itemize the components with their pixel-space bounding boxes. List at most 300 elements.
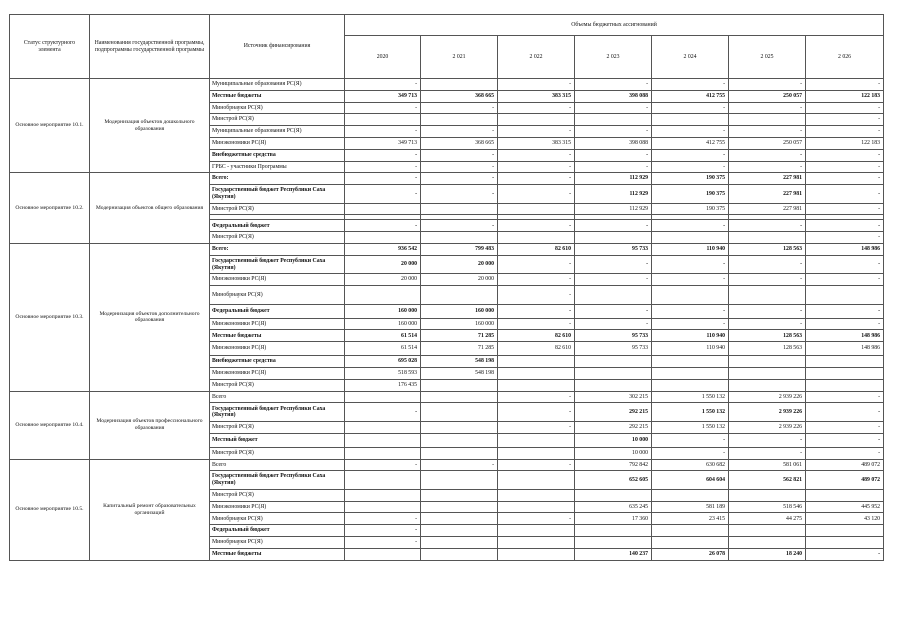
allocation-value-cell: 23 415 <box>652 513 729 525</box>
allocation-value-cell: - <box>421 220 498 232</box>
budget-volume-header: Объемы бюджетных ассигнований <box>345 15 884 36</box>
allocation-value-cell: 82 610 <box>498 244 575 256</box>
allocation-value-cell: - <box>729 220 806 232</box>
allocation-value-cell: 630 682 <box>652 459 729 471</box>
allocation-value-cell: - <box>806 203 884 215</box>
allocation-value-cell: 562 821 <box>729 471 806 490</box>
allocation-value-cell: - <box>729 318 806 330</box>
table-row <box>10 391 884 403</box>
allocation-value-cell <box>421 513 498 525</box>
allocation-value-cell: 61 514 <box>345 330 421 342</box>
allocation-value-cell <box>345 232 421 244</box>
funding-source-cell: Внебюджетные средства <box>210 356 345 368</box>
allocation-value-cell <box>575 368 652 380</box>
table-body <box>10 79 884 561</box>
program-name-header: Наименования государственной программы, подпрограммы государственной программы <box>90 15 210 79</box>
allocation-value-cell: 82 610 <box>498 342 575 356</box>
allocation-value-cell: 548 198 <box>421 368 498 380</box>
allocation-value-cell: - <box>652 433 729 447</box>
allocation-value-cell: 292 215 <box>575 403 652 422</box>
allocation-value-cell <box>421 232 498 244</box>
allocation-value-cell: 160 000 <box>345 318 421 330</box>
allocation-value-cell <box>345 447 421 459</box>
allocation-value-cell <box>421 489 498 501</box>
allocation-value-cell: - <box>345 220 421 232</box>
funding-source-cell: Минстрой РС(Я) <box>210 379 345 391</box>
allocation-value-cell: 95 733 <box>575 342 652 356</box>
allocation-value-cell <box>345 471 421 490</box>
allocation-value-cell <box>806 525 884 537</box>
structural-element-status: Основное мероприятие 10.3. <box>10 244 90 392</box>
table-row <box>10 79 884 91</box>
status-header: Статус структурного элемента <box>10 15 90 79</box>
funding-source-header: Источник финансирования <box>210 15 345 79</box>
allocation-value-cell: - <box>498 126 575 138</box>
funding-source-cell: Местные бюджеты <box>210 90 345 102</box>
funding-source-cell: Минстрой РС(Я) <box>210 489 345 501</box>
allocation-value-cell: 160 000 <box>421 304 498 318</box>
allocation-value-cell <box>575 232 652 244</box>
allocation-value-cell: - <box>729 102 806 114</box>
allocation-value-cell: - <box>806 433 884 447</box>
allocation-value-cell: - <box>345 102 421 114</box>
allocation-value-cell: - <box>729 126 806 138</box>
allocation-value-cell: - <box>652 149 729 161</box>
allocation-value-cell: - <box>498 421 575 433</box>
funding-source-cell: Минэкономики РС(Я) <box>210 342 345 356</box>
allocation-value-cell <box>652 489 729 501</box>
allocation-value-cell <box>575 114 652 126</box>
allocation-value-cell: 190 375 <box>652 185 729 204</box>
allocation-value-cell: - <box>575 126 652 138</box>
funding-source-cell: Местный бюджет <box>210 433 345 447</box>
allocation-value-cell <box>345 433 421 447</box>
funding-source-cell: Минобрнауки РС(Я) <box>210 102 345 114</box>
allocation-value-cell <box>421 403 498 422</box>
allocation-value-cell: 489 072 <box>806 471 884 490</box>
allocation-value-cell: 10 000 <box>575 447 652 459</box>
allocation-value-cell <box>498 232 575 244</box>
allocation-value-cell: - <box>498 79 575 91</box>
allocation-value-cell <box>421 286 498 305</box>
funding-source-cell: Минэкономики РС(Я) <box>210 501 345 513</box>
allocation-value-cell <box>498 368 575 380</box>
allocation-value-cell: - <box>652 102 729 114</box>
allocation-value-cell: 445 952 <box>806 501 884 513</box>
funding-source-cell: Всего <box>210 459 345 471</box>
allocation-value-cell <box>652 356 729 368</box>
allocation-value-cell: 695 028 <box>345 356 421 368</box>
allocation-value-cell: 26 078 <box>652 548 729 560</box>
allocation-value-cell: - <box>345 459 421 471</box>
allocation-value-cell: 20 000 <box>421 255 498 274</box>
allocation-value-cell: 110 940 <box>652 330 729 342</box>
allocation-value-cell: - <box>729 274 806 286</box>
allocation-value-cell <box>345 548 421 560</box>
allocation-value-cell: - <box>806 447 884 459</box>
allocation-value-cell: - <box>575 79 652 91</box>
allocation-value-cell: - <box>575 161 652 173</box>
allocation-value-cell <box>729 114 806 126</box>
allocation-value-cell <box>652 379 729 391</box>
allocation-value-cell: - <box>498 403 575 422</box>
allocation-value-cell: 349 713 <box>345 137 421 149</box>
allocation-value-cell <box>652 286 729 305</box>
funding-source-cell: Минэкономики РС(Я) <box>210 274 345 286</box>
allocation-value-cell: 383 315 <box>498 90 575 102</box>
allocation-value-cell: 148 986 <box>806 342 884 356</box>
allocation-value-cell: - <box>652 220 729 232</box>
funding-source-cell: Минстрой РС(Я) <box>210 203 345 215</box>
allocation-value-cell: - <box>345 537 421 549</box>
allocation-value-cell: - <box>421 173 498 185</box>
allocation-value-cell <box>498 525 575 537</box>
funding-source-cell: Федеральный бюджет <box>210 220 345 232</box>
allocation-value-cell <box>575 525 652 537</box>
allocation-value-cell: 489 072 <box>806 459 884 471</box>
allocation-value-cell <box>421 447 498 459</box>
allocation-value-cell: 792 842 <box>575 459 652 471</box>
allocation-value-cell: 1 550 132 <box>652 403 729 422</box>
allocation-value-cell: 518 593 <box>345 368 421 380</box>
funding-source-cell: Местные бюджеты <box>210 330 345 342</box>
table-row <box>10 459 884 471</box>
allocation-value-cell: - <box>498 185 575 204</box>
allocation-value-cell: 635 245 <box>575 501 652 513</box>
funding-source-cell: Местные бюджеты <box>210 548 345 560</box>
allocation-value-cell: 1 550 132 <box>652 421 729 433</box>
allocation-value-cell <box>652 368 729 380</box>
allocation-value-cell: - <box>421 102 498 114</box>
allocation-value-cell: - <box>729 304 806 318</box>
allocation-value-cell <box>421 525 498 537</box>
allocation-value-cell: - <box>806 161 884 173</box>
allocation-value-cell: - <box>806 318 884 330</box>
allocation-value-cell: - <box>806 391 884 403</box>
allocation-value-cell: - <box>729 447 806 459</box>
program-name-cell: Капитальный ремонт образовательных организаций <box>90 459 210 560</box>
funding-source-cell: Минэкономики РС(Я) <box>210 368 345 380</box>
allocation-value-cell <box>421 537 498 549</box>
allocation-value-cell <box>498 501 575 513</box>
allocation-value-cell: 604 604 <box>652 471 729 490</box>
allocation-value-cell: - <box>345 79 421 91</box>
funding-source-cell: Всего: <box>210 244 345 256</box>
allocation-value-cell: 17 360 <box>575 513 652 525</box>
allocation-value-cell <box>498 489 575 501</box>
allocation-value-cell <box>498 447 575 459</box>
allocation-value-cell: - <box>345 149 421 161</box>
allocation-value-cell <box>729 286 806 305</box>
allocation-value-cell <box>806 379 884 391</box>
allocation-value-cell <box>806 537 884 549</box>
allocation-value-cell: - <box>806 255 884 274</box>
allocation-value-cell <box>575 356 652 368</box>
allocation-value-cell: - <box>421 185 498 204</box>
funding-source-cell: Муниципальные образования РС(Я) <box>210 79 345 91</box>
allocation-value-cell: - <box>729 161 806 173</box>
allocation-value-cell: 799 483 <box>421 244 498 256</box>
allocation-value-cell <box>421 501 498 513</box>
allocation-value-cell: - <box>498 161 575 173</box>
allocation-value-cell: 18 240 <box>729 548 806 560</box>
allocation-value-cell <box>729 232 806 244</box>
allocation-value-cell: 227 981 <box>729 203 806 215</box>
budget-table-page <box>9 14 883 561</box>
allocation-value-cell: - <box>575 102 652 114</box>
year-header: 2 021 <box>421 36 498 79</box>
allocation-value-cell: 20 000 <box>345 274 421 286</box>
allocation-value-cell <box>421 114 498 126</box>
funding-source-cell: ГРБС - участники Программы <box>210 161 345 173</box>
allocation-value-cell: - <box>806 220 884 232</box>
allocation-value-cell: - <box>806 421 884 433</box>
allocation-value-cell: 368 665 <box>421 90 498 102</box>
allocation-value-cell: 112 929 <box>575 173 652 185</box>
allocation-value-cell: - <box>806 149 884 161</box>
allocation-value-cell: 148 986 <box>806 330 884 342</box>
allocation-value-cell: - <box>806 185 884 204</box>
allocation-value-cell: - <box>345 185 421 204</box>
allocation-value-cell: 581 061 <box>729 459 806 471</box>
allocation-value-cell: - <box>729 149 806 161</box>
allocation-value-cell: - <box>345 403 421 422</box>
allocation-value-cell <box>806 286 884 305</box>
allocation-value-cell: - <box>652 126 729 138</box>
allocation-value-cell: 110 940 <box>652 342 729 356</box>
structural-element-status: Основное мероприятие 10.1. <box>10 79 90 173</box>
allocation-value-cell <box>729 537 806 549</box>
funding-source-cell: Минстрой РС(Я) <box>210 421 345 433</box>
allocation-value-cell: - <box>806 102 884 114</box>
program-name-cell: Модернизация объектов общего образования <box>90 173 210 244</box>
allocation-value-cell: 10 000 <box>575 433 652 447</box>
allocation-value-cell: 140 237 <box>575 548 652 560</box>
allocation-value-cell <box>345 391 421 403</box>
allocation-value-cell <box>345 286 421 305</box>
allocation-value-cell: - <box>652 447 729 459</box>
allocation-value-cell: - <box>806 274 884 286</box>
funding-source-cell: Минобрнауки РС(Я) <box>210 286 345 305</box>
allocation-value-cell <box>498 548 575 560</box>
funding-source-cell: Муниципальные образования РС(Я) <box>210 126 345 138</box>
allocation-value-cell: 176 435 <box>345 379 421 391</box>
allocation-value-cell <box>806 368 884 380</box>
allocation-value-cell <box>498 379 575 391</box>
allocation-value-cell: 412 755 <box>652 137 729 149</box>
allocation-value-cell: 383 315 <box>498 137 575 149</box>
allocation-value-cell: 936 542 <box>345 244 421 256</box>
funding-source-cell: Минстрой РС(Я) <box>210 114 345 126</box>
funding-source-cell: Минстрой РС(Я) <box>210 232 345 244</box>
allocation-value-cell: - <box>498 391 575 403</box>
allocation-value-cell: - <box>498 102 575 114</box>
allocation-value-cell: - <box>345 161 421 173</box>
allocation-value-cell <box>729 356 806 368</box>
allocation-value-cell: - <box>806 126 884 138</box>
allocation-value-cell: - <box>806 304 884 318</box>
allocation-value-cell: - <box>575 220 652 232</box>
year-header: 2020 <box>345 36 421 79</box>
allocation-value-cell: 82 610 <box>498 330 575 342</box>
allocation-value-cell: - <box>575 274 652 286</box>
allocation-value-cell <box>575 286 652 305</box>
allocation-value-cell: - <box>806 79 884 91</box>
allocation-value-cell: - <box>498 149 575 161</box>
allocation-value-cell: - <box>498 274 575 286</box>
allocation-value-cell <box>575 379 652 391</box>
allocation-value-cell <box>345 114 421 126</box>
funding-source-cell: Государственный бюджет Республики Саха (Якутия) <box>210 403 345 422</box>
allocation-value-cell: 227 981 <box>729 185 806 204</box>
allocation-value-cell: - <box>498 304 575 318</box>
allocation-value-cell: 110 940 <box>652 244 729 256</box>
allocation-value-cell: - <box>498 513 575 525</box>
allocation-value-cell: - <box>421 161 498 173</box>
funding-source-cell: Федеральный бюджет <box>210 525 345 537</box>
allocation-value-cell: - <box>652 304 729 318</box>
allocation-value-cell: 652 605 <box>575 471 652 490</box>
allocation-value-cell: - <box>652 161 729 173</box>
allocation-value-cell: - <box>498 286 575 305</box>
program-name-cell: Модернизация объектов профессионального образования <box>90 391 210 459</box>
allocation-value-cell <box>345 421 421 433</box>
allocation-value-cell: - <box>575 255 652 274</box>
allocation-value-cell: 2 939 226 <box>729 403 806 422</box>
funding-source-cell: Всего <box>210 391 345 403</box>
allocation-value-cell: - <box>345 173 421 185</box>
allocation-value-cell <box>421 421 498 433</box>
allocation-value-cell: - <box>806 173 884 185</box>
allocation-value-cell: 148 986 <box>806 244 884 256</box>
funding-source-cell: Государственный бюджет Республики Саха (Якутия) <box>210 185 345 204</box>
allocation-value-cell: 349 713 <box>345 90 421 102</box>
program-name-cell: Модернизация объектов дополнительного образования <box>90 244 210 392</box>
allocation-value-cell: - <box>498 220 575 232</box>
allocation-value-cell <box>421 433 498 447</box>
allocation-value-cell <box>421 471 498 490</box>
allocation-value-cell: - <box>575 149 652 161</box>
budget-allocation-table <box>9 14 884 561</box>
allocation-value-cell <box>652 525 729 537</box>
funding-source-cell: Государственный бюджет Республики Саха (Якутия) <box>210 255 345 274</box>
allocation-value-cell: 190 375 <box>652 203 729 215</box>
allocation-value-cell: 122 183 <box>806 90 884 102</box>
allocation-value-cell: - <box>498 173 575 185</box>
allocation-value-cell: 128 563 <box>729 330 806 342</box>
year-header: 2 026 <box>806 36 884 79</box>
table-row <box>10 244 884 256</box>
funding-source-cell: Минэкономики РС(Я) <box>210 318 345 330</box>
allocation-value-cell: 2 939 226 <box>729 421 806 433</box>
program-name-cell: Модернизация объектов дошкольного образования <box>90 79 210 173</box>
allocation-value-cell: - <box>652 274 729 286</box>
allocation-value-cell: - <box>806 548 884 560</box>
allocation-value-cell <box>345 501 421 513</box>
allocation-value-cell: 250 057 <box>729 90 806 102</box>
allocation-value-cell <box>498 537 575 549</box>
allocation-value-cell <box>498 433 575 447</box>
allocation-value-cell <box>806 489 884 501</box>
allocation-value-cell: - <box>806 232 884 244</box>
allocation-value-cell: 128 563 <box>729 342 806 356</box>
allocation-value-cell <box>652 232 729 244</box>
allocation-value-cell <box>575 489 652 501</box>
allocation-value-cell: - <box>575 304 652 318</box>
funding-source-cell: Государственный бюджет Республики Саха (Якутия) <box>210 471 345 490</box>
allocation-value-cell <box>345 489 421 501</box>
funding-source-cell: Всего: <box>210 173 345 185</box>
allocation-value-cell <box>652 537 729 549</box>
allocation-value-cell: - <box>345 126 421 138</box>
allocation-value-cell: 61 514 <box>345 342 421 356</box>
table-row <box>10 173 884 185</box>
allocation-value-cell: - <box>652 255 729 274</box>
allocation-value-cell: 112 929 <box>575 185 652 204</box>
allocation-value-cell: - <box>652 79 729 91</box>
year-header: 2 025 <box>729 36 806 79</box>
allocation-value-cell: 128 563 <box>729 244 806 256</box>
allocation-value-cell: 43 120 <box>806 513 884 525</box>
allocation-value-cell <box>729 489 806 501</box>
allocation-value-cell: 122 183 <box>806 137 884 149</box>
allocation-value-cell <box>729 379 806 391</box>
allocation-value-cell: - <box>421 149 498 161</box>
allocation-value-cell: - <box>729 255 806 274</box>
allocation-value-cell: 71 285 <box>421 330 498 342</box>
funding-source-cell: Минэкономики РС(Я) <box>210 137 345 149</box>
allocation-value-cell: 250 057 <box>729 137 806 149</box>
allocation-value-cell: - <box>729 433 806 447</box>
year-header: 2 024 <box>652 36 729 79</box>
year-header: 2 022 <box>498 36 575 79</box>
allocation-value-cell: 292 215 <box>575 421 652 433</box>
allocation-value-cell: 302 215 <box>575 391 652 403</box>
year-header: 2 023 <box>575 36 652 79</box>
allocation-value-cell: 581 189 <box>652 501 729 513</box>
allocation-value-cell <box>421 391 498 403</box>
allocation-value-cell: - <box>345 513 421 525</box>
allocation-value-cell: 2 939 226 <box>729 391 806 403</box>
allocation-value-cell: 398 088 <box>575 90 652 102</box>
allocation-value-cell: 1 550 132 <box>652 391 729 403</box>
allocation-value-cell <box>498 114 575 126</box>
allocation-value-cell <box>498 471 575 490</box>
structural-element-status: Основное мероприятие 10.4. <box>10 391 90 459</box>
allocation-value-cell <box>498 356 575 368</box>
allocation-value-cell: 95 733 <box>575 244 652 256</box>
allocation-value-cell <box>421 203 498 215</box>
allocation-value-cell: - <box>421 126 498 138</box>
allocation-value-cell <box>806 356 884 368</box>
allocation-value-cell <box>345 203 421 215</box>
allocation-value-cell: 412 755 <box>652 90 729 102</box>
allocation-value-cell <box>729 368 806 380</box>
allocation-value-cell: - <box>498 255 575 274</box>
allocation-value-cell: - <box>806 114 884 126</box>
allocation-value-cell: - <box>729 79 806 91</box>
allocation-value-cell: - <box>421 459 498 471</box>
allocation-value-cell: - <box>498 318 575 330</box>
funding-source-cell: Минстрой РС(Я) <box>210 447 345 459</box>
allocation-value-cell: 20 000 <box>421 274 498 286</box>
allocation-value-cell: - <box>575 318 652 330</box>
allocation-value-cell: - <box>345 525 421 537</box>
allocation-value-cell: 71 285 <box>421 342 498 356</box>
allocation-value-cell: - <box>498 459 575 471</box>
allocation-value-cell <box>575 537 652 549</box>
structural-element-status: Основное мероприятие 10.5. <box>10 459 90 560</box>
